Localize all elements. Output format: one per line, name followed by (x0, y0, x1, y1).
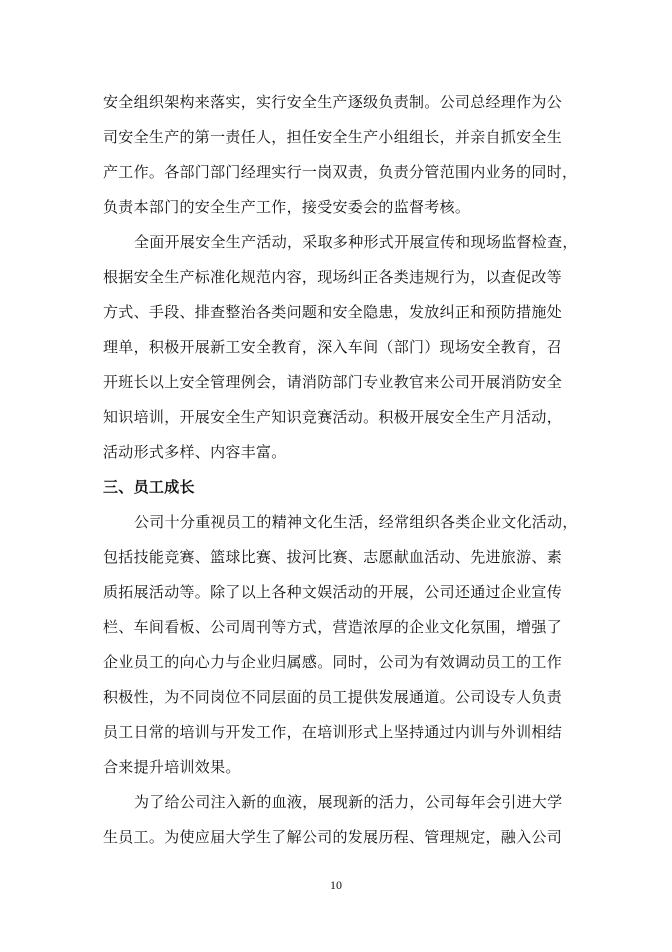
text-line: 司安全生产的第一责任人，担任安全生产小组组长，并亲自抓安全生 (103, 128, 563, 146)
text-line: 根据安全生产标准化规范内容，现场纠正各类违规行为，以查促改等 (103, 268, 563, 286)
text-line: 知识培训，开展安全生产知识竞赛活动。积极开展安全生产月活动， (103, 408, 563, 426)
text-line: 安全组织架构来落实，实行安全生产逐级负责制。公司总经理作为公 (103, 93, 563, 111)
text-line: 包括技能竞赛、篮球比赛、拔河比赛、志愿献血活动、先进旅游、素 (103, 548, 563, 566)
text-line: 企业员工的向心力与企业归属感。同时，公司为有效调动员工的工作 (103, 653, 563, 671)
text-line: 开班长以上安全管理例会，请消防部门专业教官来公司开展消防安全 (103, 373, 563, 391)
page-number: 10 (330, 878, 342, 892)
text-line: 生员工。为使应届大学生了解公司的发展历程、管理规定，融入公司 (103, 828, 563, 846)
text-line: 积极性，为不同岗位不同层面的员工提供发展通道。公司设专人负责 (103, 688, 563, 706)
text-line: 合来提升培训效果。 (103, 758, 241, 776)
text-line: 为了给公司注入新的血液，展现新的活力，公司每年会引进大学 (134, 793, 563, 811)
text-line: 产工作。各部门部门经理实行一岗双责，负责分管范围内业务的同时， (103, 163, 578, 181)
section-heading: 三、员工成长 (103, 478, 195, 496)
text-line: 员工日常的培训与开发工作，在培训形式上坚持通过内训与外训相结 (103, 723, 563, 741)
text-line: 公司十分重视员工的精神文化生活，经常组织各类企业文化活动， (134, 513, 578, 531)
text-line: 活动形式多样、内容丰富。 (103, 443, 287, 461)
text-line: 全面开展安全生产活动，采取多种形式开展宣传和现场监督检查， (134, 233, 578, 251)
text-line: 方式、手段、排查整治各类问题和安全隐患，发放纠正和预防措施处 (103, 303, 563, 321)
text-line: 质拓展活动等。除了以上各种文娱活动的开展，公司还通过企业宣传 (103, 583, 563, 601)
text-line: 栏、车间看板、公司周刊等方式，营造浓厚的企业文化氛围，增强了 (103, 618, 563, 636)
text-line: 负责本部门的安全生产工作，接受安委会的监督考核。 (103, 198, 471, 216)
text-line: 理单，积极开展新工安全教育，深入车间（部门）现场安全教育，召 (103, 338, 563, 356)
